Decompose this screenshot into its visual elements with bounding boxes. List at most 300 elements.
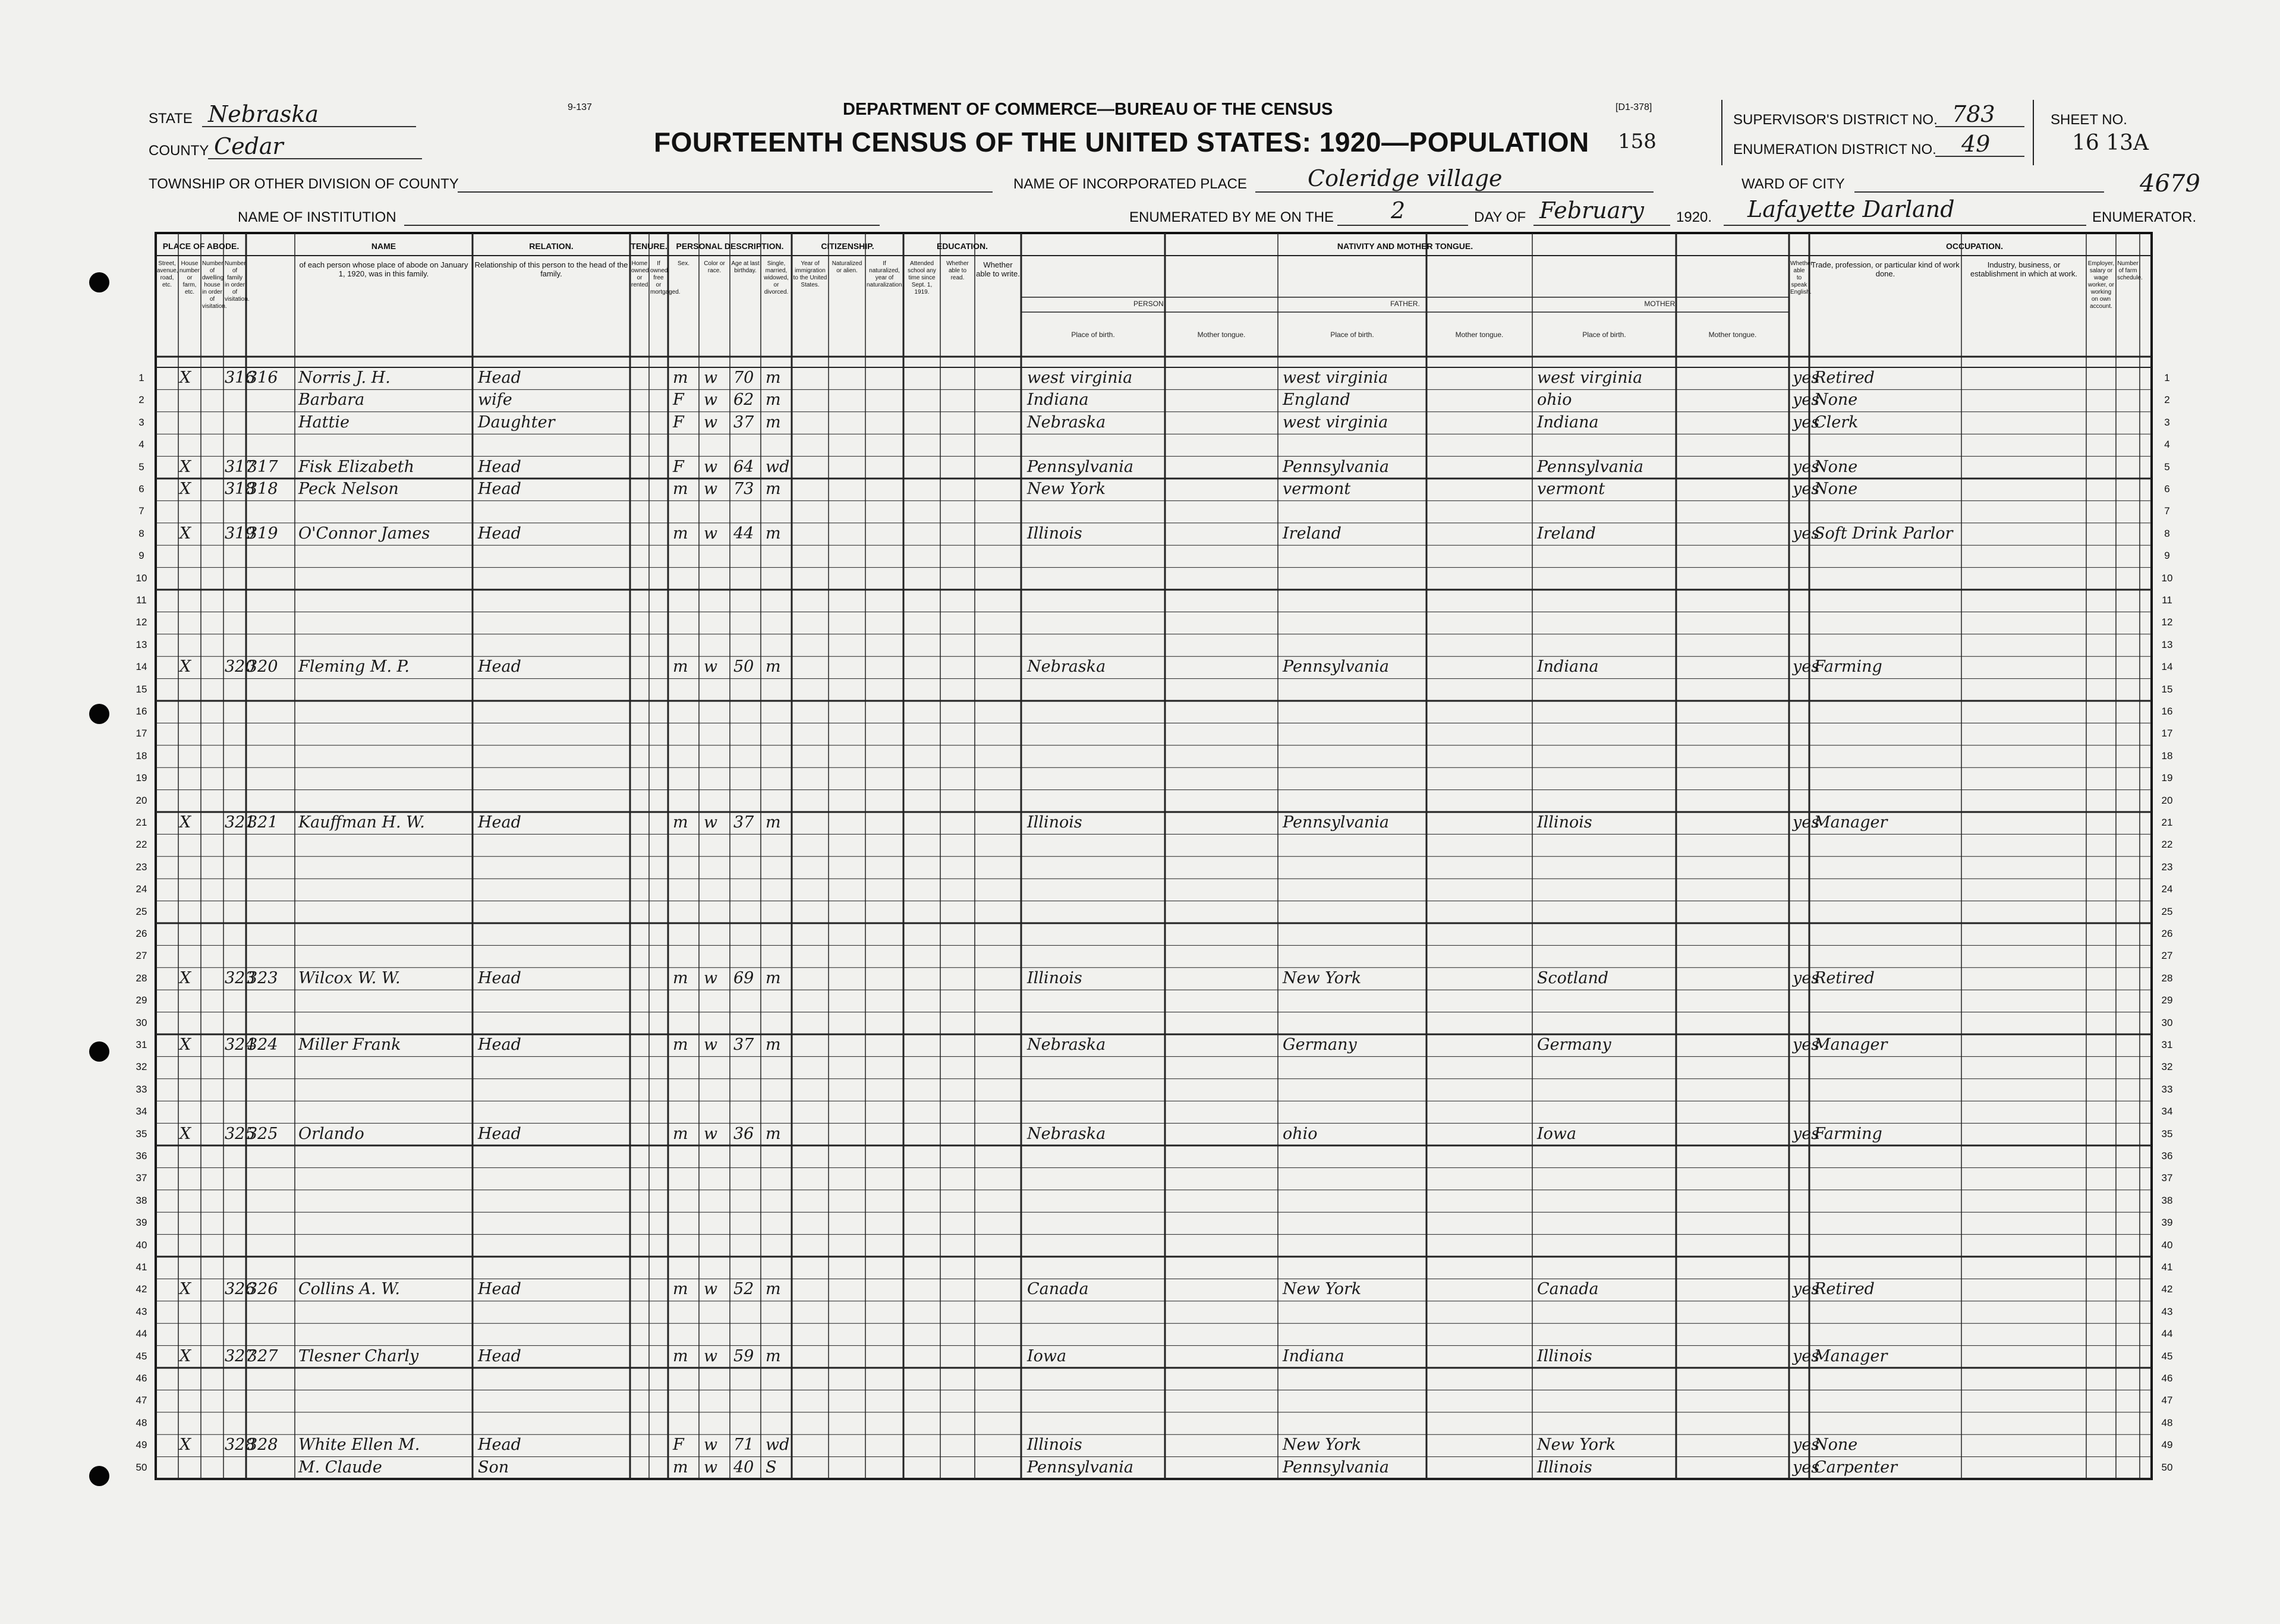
row-5-relation: Head	[478, 457, 521, 476]
row-3-marital: m	[766, 413, 781, 432]
row-50-name: M. Claude	[298, 1458, 382, 1477]
row-21-father_birth: Pennsylvania	[1283, 813, 1389, 832]
row-49-marital: wd	[766, 1436, 790, 1455]
line-number-right: 12	[2161, 616, 2173, 628]
line-number-right: 31	[2161, 1039, 2173, 1050]
row-5-sex: F	[673, 457, 684, 476]
township-label: TOWNSHIP OR OTHER DIVISION OF COUNTY	[149, 176, 459, 192]
row-1-marital: m	[766, 369, 781, 387]
row-1-dwelling: 316	[225, 369, 256, 387]
row-35-marital: m	[766, 1124, 781, 1143]
row-6-sex: m	[673, 480, 688, 498]
row-8-race: w	[704, 524, 718, 543]
column-header-c17: Whether able to read.	[946, 260, 969, 281]
row-50-relation: Son	[478, 1458, 509, 1477]
enumerator-value: Lafayette Darland	[1747, 196, 1955, 222]
row-8-dwelling: 319	[225, 524, 256, 543]
line-number-right: 37	[2161, 1172, 2173, 1184]
row-5-race: w	[704, 457, 718, 476]
row-3-birth: Nebraska	[1027, 413, 1106, 432]
column-header-c13: Year of immigration to the United States.	[793, 260, 827, 288]
row-14-english: yes	[1793, 657, 1820, 676]
row-28-father_birth: New York	[1283, 968, 1362, 987]
line-number-right: 8	[2164, 527, 2170, 539]
row-5-birth: Pennsylvania	[1027, 457, 1133, 476]
row-50-father_birth: Pennsylvania	[1283, 1458, 1389, 1477]
row-42-mother_birth: Canada	[1537, 1280, 1599, 1299]
row-6-dwelling: 318	[225, 480, 256, 498]
row-6-relation: Head	[478, 480, 521, 498]
column-header-c14: Naturalized or alien.	[832, 260, 862, 274]
line-number-right: 41	[2161, 1261, 2173, 1273]
row-8-marital: m	[766, 524, 781, 543]
line-number-left: 42	[136, 1283, 147, 1295]
row-2-race: w	[704, 391, 718, 410]
row-14-race: w	[704, 657, 718, 676]
row-8-mother_birth: Ireland	[1537, 524, 1596, 543]
stamp-number: 158	[1618, 130, 1657, 153]
county-label: COUNTY	[149, 143, 209, 159]
institution-label: NAME OF INSTITUTION	[238, 209, 396, 225]
row-8-sex: m	[673, 524, 688, 543]
nativity-column-mother_tongue: Mother tongue.	[1455, 331, 1504, 339]
row-1-relation: Head	[478, 369, 521, 387]
line-number-left: 27	[136, 950, 147, 962]
nativity-column-mother_tongue: Mother tongue.	[1708, 331, 1757, 339]
row-28-dwelling: 323	[225, 968, 256, 987]
line-number-right: 33	[2161, 1083, 2173, 1095]
row-49-dwelling: 328	[225, 1436, 256, 1455]
column-header-c9: Sex.	[677, 260, 689, 267]
row-35-street: X	[179, 1124, 191, 1143]
row-8-english: yes	[1793, 524, 1820, 543]
row-5-marital: wd	[766, 457, 790, 476]
nativity-subhead-person: PERSON.	[1133, 300, 1166, 308]
row-49-name: White Ellen M.	[298, 1436, 420, 1455]
line-number-left: 44	[136, 1328, 147, 1340]
row-31-street: X	[179, 1036, 191, 1054]
row-3-father_birth: west virginia	[1283, 413, 1388, 432]
row-5-english: yes	[1793, 457, 1820, 476]
line-number-left: 28	[136, 972, 147, 984]
line-number-right: 26	[2161, 928, 2173, 939]
row-31-mother_birth: Germany	[1537, 1036, 1611, 1054]
line-number-left: 35	[136, 1128, 147, 1140]
line-number-right: 19	[2161, 772, 2173, 784]
row-3-sex: F	[673, 413, 684, 432]
line-number-left: 24	[136, 883, 147, 895]
row-8-birth: Illinois	[1027, 524, 1082, 543]
row-21-race: w	[704, 813, 718, 832]
row-6-age: 73	[733, 480, 754, 498]
form-number: 9-137	[568, 102, 592, 112]
line-number-right: 47	[2161, 1395, 2173, 1406]
line-number-left: 9	[138, 550, 144, 562]
row-31-race: w	[704, 1036, 718, 1054]
row-42-family: 326	[247, 1280, 278, 1299]
line-number-left: 50	[136, 1461, 147, 1473]
row-31-age: 37	[733, 1036, 754, 1054]
line-number-left: 2	[138, 394, 144, 406]
row-28-mother_birth: Scotland	[1537, 968, 1609, 987]
line-number-right: 27	[2161, 950, 2173, 962]
nativity-column-mother_tongue: Mother tongue.	[1197, 331, 1246, 339]
row-3-english: yes	[1793, 413, 1820, 432]
row-14-family: 320	[247, 657, 278, 676]
row-2-name: Barbara	[298, 391, 365, 410]
row-42-marital: m	[766, 1280, 781, 1299]
line-number-right: 20	[2161, 794, 2173, 806]
column-header-c12: Single, married, widowed, or divorced.	[764, 260, 789, 295]
row-50-race: w	[704, 1458, 718, 1477]
line-number-left: 31	[136, 1039, 147, 1050]
row-5-name: Fisk Elizabeth	[298, 457, 414, 476]
row-21-family: 321	[247, 813, 278, 832]
line-number-right: 40	[2161, 1239, 2173, 1251]
row-21-sex: m	[673, 813, 688, 832]
column-header-c26: Trade, profession, or particular kind of work done.	[1811, 260, 1960, 278]
row-42-age: 52	[733, 1280, 754, 1299]
line-number-left: 49	[136, 1439, 147, 1451]
row-45-age: 59	[733, 1346, 754, 1365]
column-header-c7: Home owned or rented.	[631, 260, 650, 288]
line-number-right: 29	[2161, 994, 2173, 1006]
row-35-occupation: Farming	[1814, 1124, 1882, 1143]
row-2-sex: F	[673, 391, 684, 410]
row-42-occupation: Retired	[1814, 1280, 1875, 1299]
row-49-race: w	[704, 1436, 718, 1455]
row-1-street: X	[179, 369, 191, 387]
row-28-occupation: Retired	[1814, 968, 1875, 987]
line-number-right: 50	[2161, 1461, 2173, 1473]
row-35-dwelling: 325	[225, 1124, 256, 1143]
line-number-left: 8	[138, 527, 144, 539]
line-number-right: 18	[2161, 750, 2173, 761]
row-35-sex: m	[673, 1124, 688, 1143]
row-8-age: 44	[733, 524, 754, 543]
row-42-name: Collins A. W.	[298, 1280, 400, 1299]
row-35-name: Orlando	[298, 1124, 364, 1143]
column-header-c28: Employer, salary or wage worker, or working on own account.	[2087, 260, 2115, 310]
row-49-father_birth: New York	[1283, 1436, 1362, 1455]
row-28-race: w	[704, 968, 718, 987]
row-14-name: Fleming M. P.	[298, 657, 410, 676]
enumerator-label: ENUMERATOR.	[2092, 209, 2197, 225]
line-number-left: 29	[136, 994, 147, 1006]
row-14-marital: m	[766, 657, 781, 676]
row-42-sex: m	[673, 1280, 688, 1299]
row-8-father_birth: Ireland	[1283, 524, 1341, 543]
row-8-occupation: Soft Drink Parlor	[1814, 524, 1953, 543]
line-number-right: 38	[2161, 1194, 2173, 1206]
line-number-right: 34	[2161, 1106, 2173, 1118]
column-group-1: PLACE OF ABODE.	[162, 241, 240, 251]
row-8-family: 319	[247, 524, 278, 543]
line-number-right: 1	[2164, 372, 2170, 383]
line-number-left: 20	[136, 794, 147, 806]
row-2-occupation: None	[1814, 391, 1858, 410]
line-number-left: 45	[136, 1350, 147, 1362]
sheet-label: SHEET NO.	[2051, 112, 2127, 128]
row-2-marital: m	[766, 391, 781, 410]
column-header-c18: Whether able to write.	[976, 260, 1020, 278]
column-group-3: RELATION.	[529, 241, 574, 251]
row-50-english: yes	[1793, 1458, 1820, 1477]
line-number-left: 41	[136, 1261, 147, 1273]
line-number-right: 10	[2161, 572, 2173, 584]
line-number-left: 39	[136, 1217, 147, 1229]
column-header-c27: Industry, business, or establishment in which at work.	[1970, 260, 2077, 278]
column-header-c10: Color or race.	[704, 260, 725, 274]
line-number-right: 49	[2161, 1439, 2173, 1451]
row-21-relation: Head	[478, 813, 521, 832]
row-31-name: Miller Frank	[298, 1036, 401, 1054]
row-6-marital: m	[766, 480, 781, 498]
census-title: FOURTEENTH CENSUS OF THE UNITED STATES: 1920—POPULATION	[654, 127, 1589, 158]
row-21-street: X	[179, 813, 191, 832]
row-50-sex: m	[673, 1458, 688, 1477]
row-21-marital: m	[766, 813, 781, 832]
line-number-left: 43	[136, 1305, 147, 1317]
nativity-subhead-father: FATHER.	[1390, 300, 1420, 308]
column-header-c5: of each person whose place of abode on January 1, 1920, was in this family.	[299, 260, 468, 278]
line-number-right: 9	[2164, 550, 2170, 562]
row-49-sex: F	[673, 1436, 684, 1455]
row-8-relation: Head	[478, 524, 521, 543]
margin-number: 4679	[2140, 170, 2200, 197]
nativity-column-place_of_birth: Place of birth.	[1582, 331, 1626, 339]
nativity-column-place_of_birth: Place of birth.	[1071, 331, 1115, 339]
line-number-left: 4	[138, 439, 144, 451]
line-number-left: 21	[136, 817, 147, 828]
form-code: [D1-378]	[1615, 102, 1652, 112]
enumerated-day: 2	[1391, 197, 1406, 224]
row-1-father_birth: west virginia	[1283, 369, 1388, 387]
row-49-mother_birth: New York	[1537, 1436, 1616, 1455]
row-8-street: X	[179, 524, 191, 543]
row-45-street: X	[179, 1346, 191, 1365]
row-2-relation: wife	[478, 391, 512, 410]
line-number-left: 15	[136, 683, 147, 695]
row-35-father_birth: ohio	[1283, 1124, 1318, 1143]
ward-label: WARD OF CITY	[1742, 176, 1845, 192]
row-21-english: yes	[1793, 813, 1820, 832]
line-number-left: 32	[136, 1061, 147, 1073]
row-3-occupation: Clerk	[1814, 413, 1859, 432]
line-number-right: 11	[2162, 594, 2172, 606]
row-50-marital: S	[766, 1458, 777, 1477]
row-21-age: 37	[733, 813, 754, 832]
line-number-left: 33	[136, 1083, 147, 1095]
line-number-right: 43	[2161, 1305, 2173, 1317]
line-number-right: 15	[2161, 683, 2173, 695]
line-number-right: 39	[2161, 1217, 2173, 1229]
row-2-birth: Indiana	[1027, 391, 1089, 410]
row-5-age: 64	[733, 457, 754, 476]
year-label: 1920.	[1676, 209, 1712, 225]
row-49-street: X	[179, 1436, 191, 1455]
row-1-age: 70	[733, 369, 754, 387]
row-14-dwelling: 320	[225, 657, 256, 676]
row-28-age: 69	[733, 968, 754, 987]
line-number-left: 17	[136, 728, 147, 739]
row-45-occupation: Manager	[1814, 1346, 1888, 1365]
row-50-mother_birth: Illinois	[1537, 1458, 1592, 1477]
row-14-age: 50	[733, 657, 754, 676]
enumerated-month: February	[1539, 197, 1645, 224]
row-28-english: yes	[1793, 968, 1820, 987]
column-group-8: NATIVITY AND MOTHER TONGUE.	[1337, 241, 1473, 251]
line-number-left: 47	[136, 1395, 147, 1406]
row-5-street: X	[179, 457, 191, 476]
row-28-marital: m	[766, 968, 781, 987]
line-number-right: 5	[2164, 461, 2170, 473]
line-number-left: 30	[136, 1016, 147, 1028]
row-5-mother_birth: Pennsylvania	[1537, 457, 1643, 476]
line-number-right: 22	[2161, 839, 2173, 851]
line-number-left: 18	[136, 750, 147, 761]
department-heading: DEPARTMENT OF COMMERCE—BUREAU OF THE CENSUS	[843, 100, 1333, 119]
line-number-right: 30	[2161, 1016, 2173, 1028]
row-42-street: X	[179, 1280, 191, 1299]
row-31-english: yes	[1793, 1036, 1820, 1054]
column-header-c16: Attended school any time since Sept. 1, 1919.	[908, 260, 936, 295]
line-number-right: 13	[2161, 638, 2173, 650]
line-number-right: 45	[2161, 1350, 2173, 1362]
supervisor-value: 783	[1952, 101, 1995, 127]
line-number-right: 48	[2161, 1417, 2173, 1428]
row-28-sex: m	[673, 968, 688, 987]
row-49-age: 71	[733, 1436, 754, 1455]
row-6-mother_birth: vermont	[1537, 480, 1605, 498]
incorporated-place-label: NAME OF INCORPORATED PLACE	[1013, 176, 1247, 192]
row-31-dwelling: 324	[225, 1036, 256, 1054]
row-2-mother_birth: ohio	[1537, 391, 1572, 410]
row-31-family: 324	[247, 1036, 278, 1054]
line-number-right: 23	[2161, 861, 2173, 873]
row-6-race: w	[704, 480, 718, 498]
line-number-left: 37	[136, 1172, 147, 1184]
state-label: STATE	[149, 111, 193, 127]
row-14-street: X	[179, 657, 191, 676]
row-31-sex: m	[673, 1036, 688, 1054]
row-5-family: 317	[247, 457, 278, 476]
row-31-marital: m	[766, 1036, 781, 1054]
line-number-left: 6	[138, 483, 144, 495]
column-header-c29: Number of farm schedule.	[2117, 260, 2143, 281]
line-number-left: 16	[136, 706, 147, 717]
row-3-age: 37	[733, 413, 754, 432]
enumeration-label: ENUMERATION DISTRICT NO.	[1733, 141, 1936, 158]
line-number-left: 7	[138, 505, 144, 517]
row-42-dwelling: 326	[225, 1280, 256, 1299]
row-45-marital: m	[766, 1346, 781, 1365]
row-1-occupation: Retired	[1814, 369, 1875, 387]
line-number-right: 32	[2161, 1061, 2173, 1073]
column-header-c15: If naturalized, year of naturalization.	[867, 260, 904, 288]
row-14-mother_birth: Indiana	[1537, 657, 1599, 676]
line-number-left: 38	[136, 1194, 147, 1206]
state-value: Nebraska	[208, 101, 319, 127]
row-28-street: X	[179, 968, 191, 987]
line-number-right: 3	[2164, 416, 2170, 428]
row-28-family: 323	[247, 968, 278, 987]
row-31-father_birth: Germany	[1283, 1036, 1357, 1054]
row-42-race: w	[704, 1280, 718, 1299]
row-1-mother_birth: west virginia	[1537, 369, 1643, 387]
line-number-right: 46	[2161, 1373, 2173, 1384]
line-number-right: 7	[2164, 505, 2170, 517]
row-28-birth: Illinois	[1027, 968, 1082, 987]
row-35-mother_birth: Iowa	[1537, 1124, 1577, 1143]
row-1-birth: west virginia	[1027, 369, 1133, 387]
line-number-left: 22	[136, 839, 147, 851]
row-21-name: Kauffman H. W.	[298, 813, 425, 832]
line-number-right: 25	[2161, 905, 2173, 917]
row-35-family: 325	[247, 1124, 278, 1143]
line-number-left: 34	[136, 1106, 147, 1118]
row-1-family: 316	[247, 369, 278, 387]
column-header-c11: Age at last birthday.	[731, 260, 760, 274]
row-6-name: Peck Nelson	[298, 480, 399, 498]
row-35-english: yes	[1793, 1124, 1820, 1143]
row-8-name: O'Connor James	[298, 524, 430, 543]
county-value: Cedar	[214, 133, 284, 159]
line-number-right: 24	[2161, 883, 2173, 895]
line-number-right: 14	[2161, 661, 2173, 673]
row-31-occupation: Manager	[1814, 1036, 1888, 1054]
row-49-family: 328	[247, 1436, 278, 1455]
row-2-age: 62	[733, 391, 754, 410]
row-50-age: 40	[733, 1458, 754, 1477]
line-number-left: 46	[136, 1373, 147, 1384]
line-number-left: 3	[138, 416, 144, 428]
column-header-c25: Whether able to speak English.	[1790, 260, 1813, 295]
row-21-occupation: Manager	[1814, 813, 1888, 832]
row-6-father_birth: vermont	[1283, 480, 1351, 498]
enumerated-label: ENUMERATED BY ME ON THE	[1129, 209, 1334, 225]
line-number-left: 11	[136, 594, 147, 606]
line-number-left: 1	[138, 372, 144, 383]
row-2-father_birth: England	[1283, 391, 1350, 410]
row-31-relation: Head	[478, 1036, 521, 1054]
line-number-right: 35	[2161, 1128, 2173, 1140]
row-42-birth: Canada	[1027, 1280, 1089, 1299]
column-header-c4: Number of family in order of visitation.	[225, 260, 250, 303]
row-1-race: w	[704, 369, 718, 387]
row-35-relation: Head	[478, 1124, 521, 1143]
row-49-english: yes	[1793, 1436, 1820, 1455]
row-14-occupation: Farming	[1814, 657, 1882, 676]
row-6-family: 318	[247, 480, 278, 498]
line-number-right: 16	[2161, 706, 2173, 717]
row-42-english: yes	[1793, 1280, 1820, 1299]
line-number-left: 19	[136, 772, 147, 784]
row-3-race: w	[704, 413, 718, 432]
row-6-english: yes	[1793, 480, 1820, 498]
row-28-name: Wilcox W. W.	[298, 968, 401, 987]
incorporated-place-value: Coleridge village	[1308, 165, 1503, 191]
line-number-right: 4	[2164, 439, 2170, 451]
column-group-6: CITIZENSHIP.	[821, 241, 874, 251]
row-21-dwelling: 321	[225, 813, 256, 832]
row-45-family: 327	[247, 1346, 278, 1365]
row-42-relation: Head	[478, 1280, 521, 1299]
line-number-right: 28	[2161, 972, 2173, 984]
row-35-age: 36	[733, 1124, 754, 1143]
row-28-relation: Head	[478, 968, 521, 987]
row-14-birth: Nebraska	[1027, 657, 1106, 676]
